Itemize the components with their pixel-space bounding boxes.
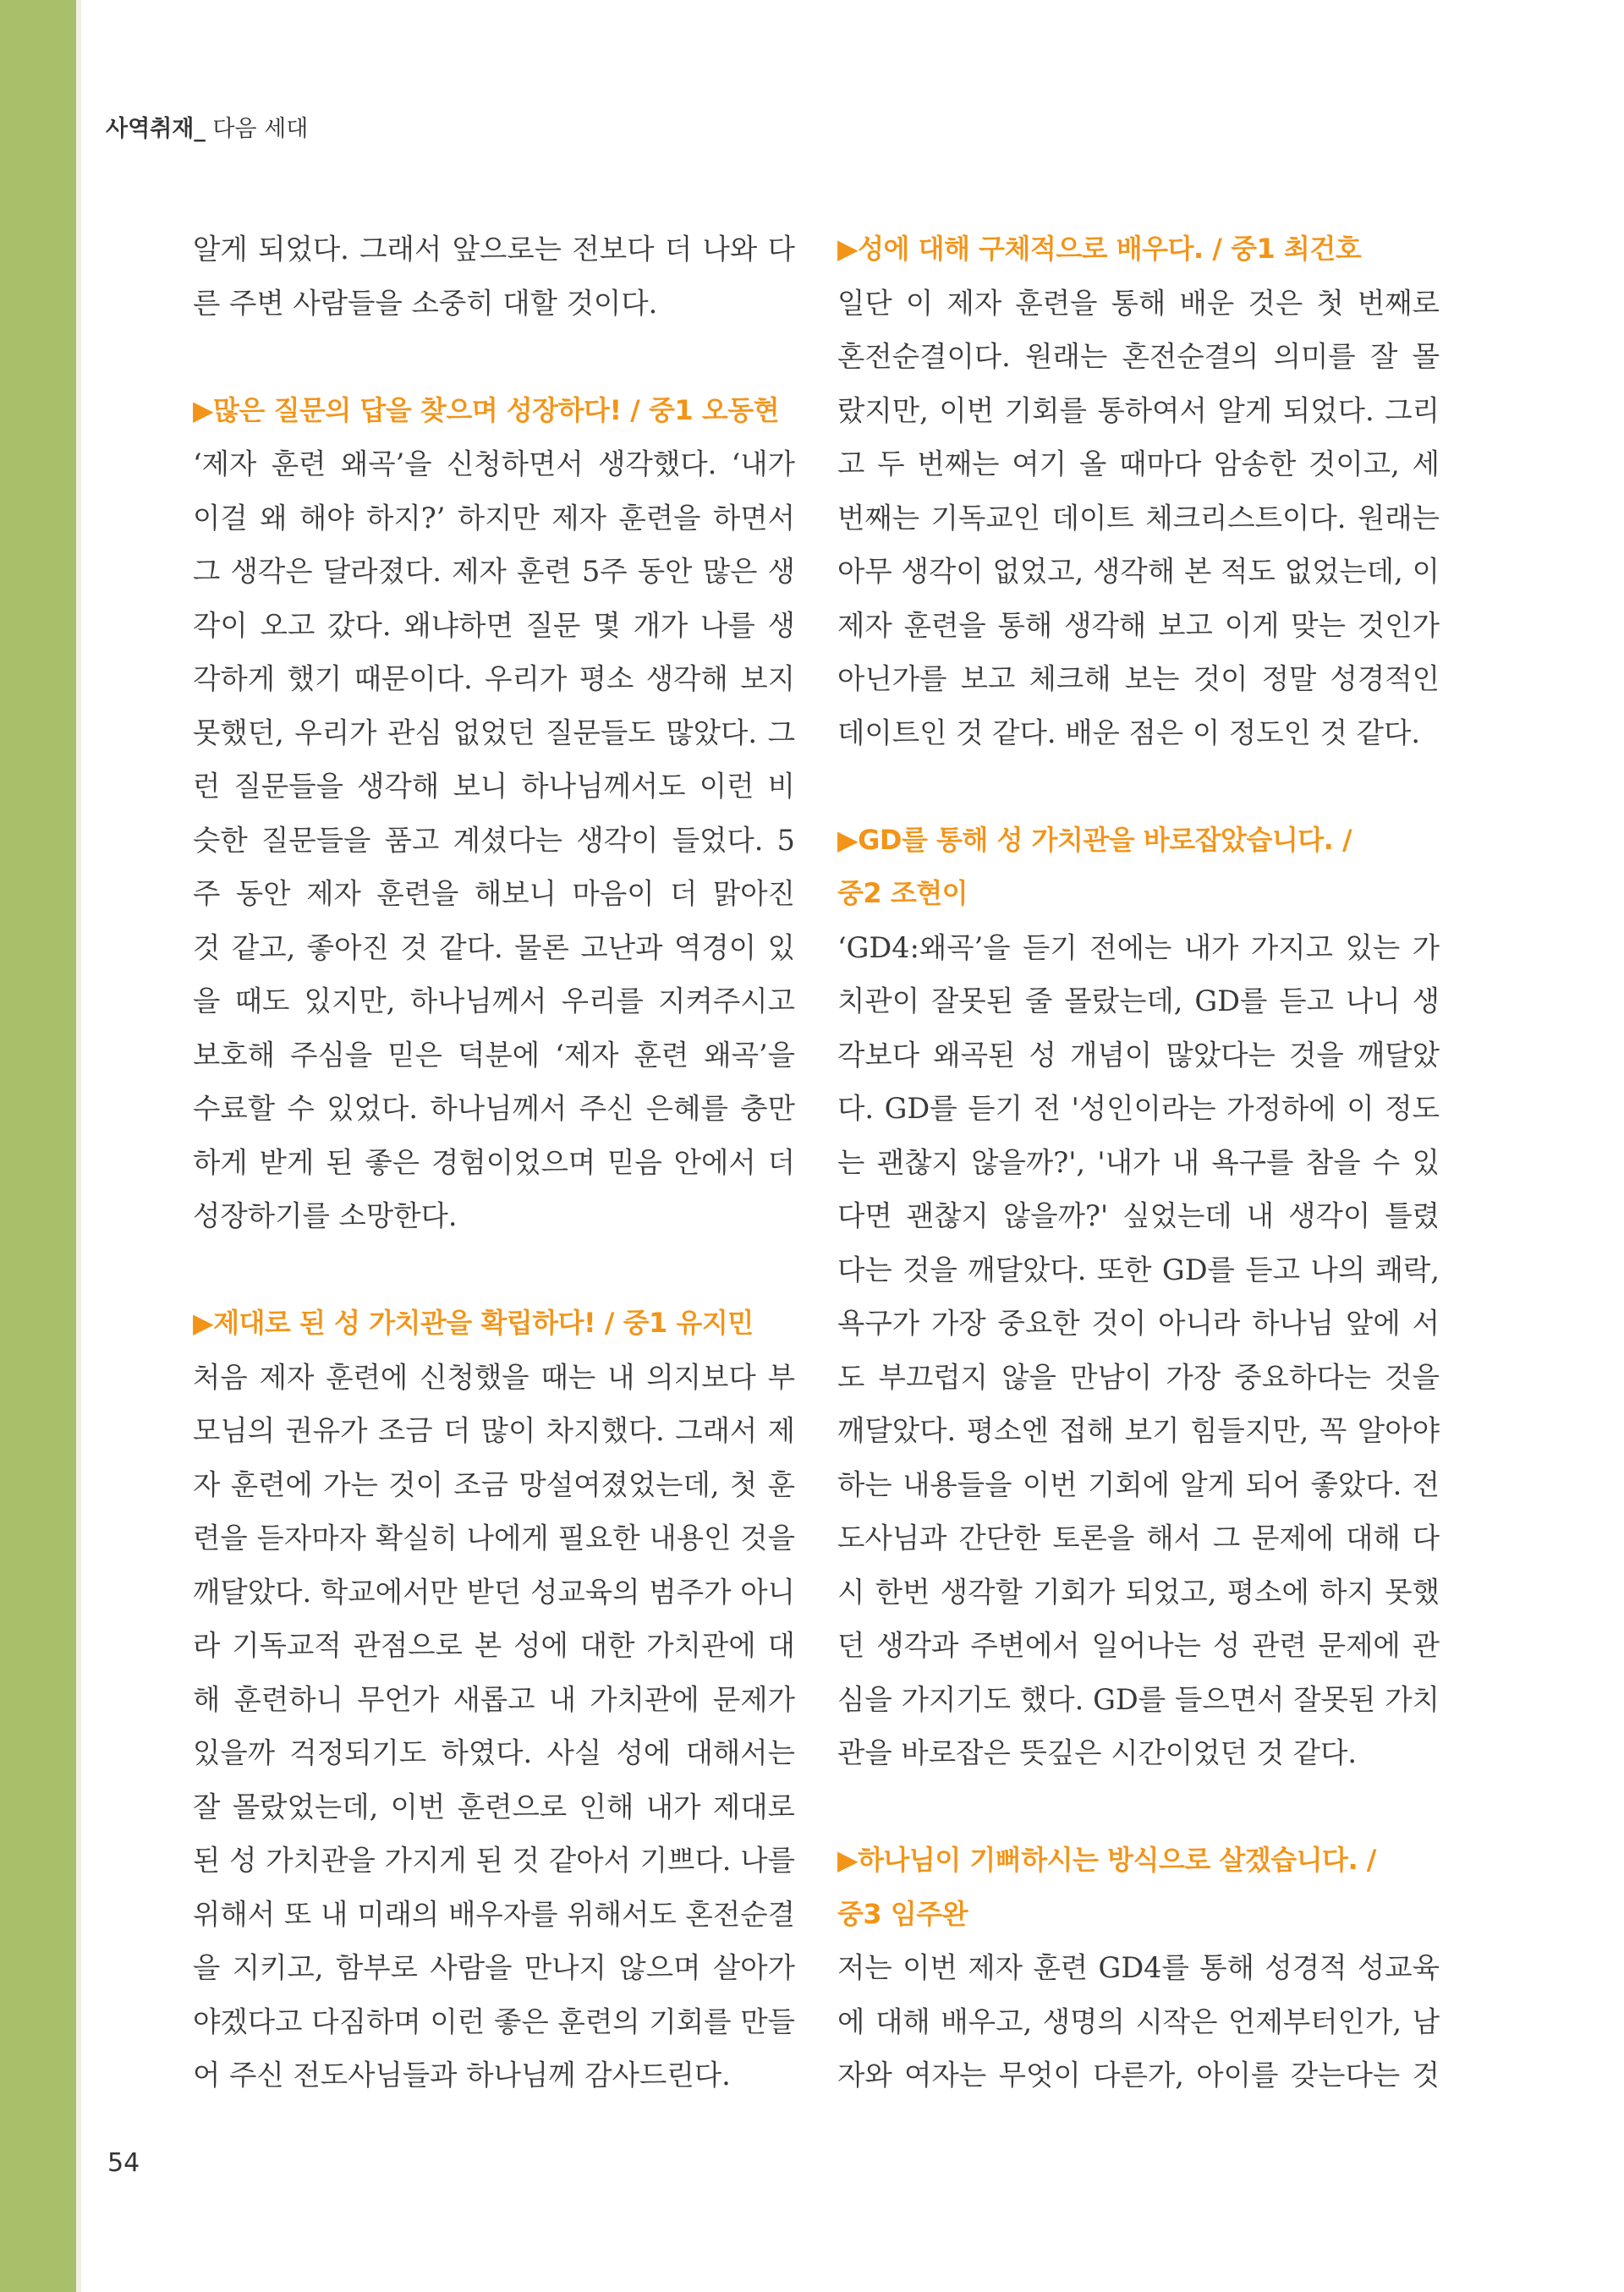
section-heading: ▶성에 대해 구체적으로 배우다. / 중1 최건호	[837, 233, 1362, 265]
text-line: 라 기독교적 관점으로 본 성에 대한 가치관에 대	[193, 1629, 795, 1662]
text-line: 제자 훈련을 통해 생각해 보고 이게 맞는 것인가	[837, 608, 1440, 642]
text-line: 모님의 권유가 조금 더 많이 차지했다. 그래서 제	[193, 1414, 795, 1447]
text-line: 잘 몰랐었는데, 이번 훈련으로 인해 내가 제대로	[193, 1790, 795, 1823]
text-line: 보호해 주심을 믿은 덕분에 ‘제자 훈련 왜곡’을	[193, 1038, 795, 1072]
paragraph-last-line: 른 주변 사람들을 소중히 대할 것이다.	[193, 286, 658, 320]
paragraph-last-line: 데이트인 것 같다. 배운 점은 이 정도인 것 같다.	[837, 716, 1420, 749]
text-line: 하는 내용들을 이번 기회에 알게 되어 좋았다. 전	[837, 1467, 1440, 1501]
paragraph-last-line: 성장하기를 소망한다.	[193, 1199, 458, 1232]
text-line: 그 생각은 달라졌다. 제자 훈련 5주 동안 많은 생	[193, 555, 795, 588]
text-line: 해 훈련하니 무언가 새롭고 내 가치관에 문제가	[193, 1682, 795, 1716]
text-line: 련을 듣자마자 확실히 나에게 필요한 내용인 것을	[193, 1522, 795, 1555]
text-line: 는 괜찮지 않을까?', '내가 내 욕구를 참을 수 있	[837, 1145, 1440, 1179]
text-line: 저는 이번 제자 훈련 GD4를 통해 성경적 성교육	[837, 1951, 1440, 1984]
text-line: 치관이 잘못된 줄 몰랐는데, GD를 듣고 나니 생	[837, 984, 1440, 1017]
left-bar-edge	[76, 0, 81, 2292]
left-text-column	[193, 222, 795, 2103]
text-line: 혼전순결이다. 원래는 혼전순결의 의미를 잘 몰	[837, 340, 1440, 373]
text-line: 하게 받게 된 좋은 경험이었으며 믿음 안에서 더	[193, 1145, 795, 1179]
text-line: 알게 되었다. 그래서 앞으로는 전보다 더 나와 다	[193, 233, 795, 266]
text-line: 욕구가 가장 중요한 것이 아니라 하나님 앞에 서	[837, 1307, 1440, 1340]
right-text-column	[837, 222, 1440, 2103]
text-line: 각이 오고 갔다. 왜냐하면 질문 몇 개가 나를 생	[193, 608, 795, 642]
text-line: 을 지키고, 함부로 사람을 만나지 않으며 살아가	[193, 1951, 795, 1984]
section-heading: ▶제대로 된 성 가치관을 확립하다! / 중1 유지민	[193, 1307, 754, 1339]
text-line: 아무 생각이 없었고, 생각해 본 적도 없었는데, 이	[837, 555, 1440, 588]
text-line: 못했던, 우리가 관심 없었던 질문들도 많았다. 그	[193, 716, 795, 749]
text-line: ‘제자 훈련 왜곡’을 신청하면서 생각했다. ‘내가	[193, 447, 795, 480]
text-line: 다면 괜찮지 않을까?' 싶었는데 내 생각이 틀렸	[837, 1199, 1440, 1232]
paragraph-gap	[193, 1243, 795, 1297]
section-heading: ▶많은 질문의 답을 찾으며 성장하다! / 중1 오동현	[193, 393, 780, 426]
paragraph-last-line: 어 주신 전도사님들과 하나님께 감사드린다.	[193, 2059, 731, 2092]
text-line: 야겠다고 다짐하며 이런 좋은 훈련의 기회를 만들	[193, 2004, 795, 2038]
text-line: 다. GD를 듣기 전 '성인이라는 가정하에 이 정도	[837, 1092, 1440, 1125]
text-line: 것 같고, 좋아진 것 같다. 물론 고난과 역경이 있	[193, 930, 795, 964]
text-line: 자와 여자는 무엇이 다른가, 아이를 갖는다는 것	[837, 2059, 1440, 2092]
left-color-bar	[0, 0, 76, 2292]
text-line: 있을까 걱정되기도 하였다. 사실 성에 대해서는	[193, 1736, 795, 1769]
text-line: 시 한번 생각할 기회가 되었고, 평소에 하지 못했	[837, 1575, 1440, 1609]
text-line: 고 두 번째는 여기 올 때마다 암송한 것이고, 세	[837, 447, 1440, 480]
text-line: 일단 이 제자 훈련을 통해 배운 것은 첫 번째로	[837, 286, 1440, 320]
text-line: 된 성 가치관을 가지게 된 것 같아서 기쁘다. 나를	[193, 1844, 795, 1877]
text-line: 번째는 기독교인 데이트 체크리스트이다. 원래는	[837, 501, 1440, 535]
paragraph-gap	[837, 759, 1440, 814]
section-heading: ▶GD를 통해 성 가치관을 바로잡았습니다. /	[837, 823, 1352, 856]
text-line: 도사님과 간단한 토론을 해서 그 문제에 대해 다	[837, 1522, 1440, 1555]
text-line: 에 대해 배우고, 생명의 시작은 언제부터인가, 남	[837, 2004, 1440, 2038]
text-line: 아닌가를 보고 체크해 보는 것이 정말 성경적인	[837, 662, 1440, 695]
text-line: 심을 가지기도 했다. GD를 들으면서 잘못된 가치	[837, 1682, 1440, 1716]
section-heading: 중2 조현이	[837, 877, 968, 909]
text-line: 위해서 또 내 미래의 배우자를 위해서도 혼전순결	[193, 1897, 795, 1931]
paragraph-gap	[193, 330, 795, 384]
text-line: 깨달았다. 평소엔 접해 보기 힘들지만, 꼭 알아야	[837, 1414, 1440, 1447]
text-line: 각보다 왜곡된 성 개념이 많았다는 것을 깨달았	[837, 1038, 1440, 1072]
section-heading: ▶하나님이 기뻐하시는 방식으로 살겠습니다. /	[837, 1844, 1376, 1876]
text-line: 각하게 했기 때문이다. 우리가 평소 생각해 보지	[193, 662, 795, 695]
text-line: 던 생각과 주변에서 일어나는 성 관련 문제에 관	[837, 1629, 1440, 1662]
page-number: 54	[107, 2148, 140, 2178]
paragraph-gap	[837, 1780, 1440, 1834]
text-line: 런 질문들을 생각해 보니 하나님께서도 이런 비	[193, 770, 795, 803]
text-line: 주 동안 제자 훈련을 해보니 마음이 더 맑아진	[193, 877, 795, 910]
text-line: 수료할 수 있었다. 하나님께서 주신 은혜를 충만	[193, 1092, 795, 1125]
text-line: 처음 제자 훈련에 신청했을 때는 내 의지보다 부	[193, 1360, 795, 1394]
text-line: 자 훈련에 가는 것이 조금 망설여졌었는데, 첫 훈	[193, 1467, 795, 1501]
paragraph-last-line: 관을 바로잡은 뜻깊은 시간이었던 것 같다.	[837, 1736, 1358, 1769]
text-line: 슷한 질문들을 품고 계셨다는 생각이 들었다. 5	[193, 823, 795, 857]
section-heading: 중3 임주완	[837, 1897, 968, 1930]
header-subtitle: 다음 세대	[205, 116, 309, 142]
text-line: 도 부끄럽지 않을 만남이 가장 중요하다는 것을	[837, 1360, 1440, 1394]
text-line: ‘GD4:왜곡’을 듣기 전에는 내가 가지고 있는 가	[837, 930, 1440, 964]
running-header	[106, 110, 308, 143]
text-line: 을 때도 있지만, 하나님께서 우리를 지켜주시고	[193, 984, 795, 1017]
text-line: 이걸 왜 해야 하지?’ 하지만 제자 훈련을 하면서	[193, 501, 795, 535]
text-line: 랐지만, 이번 기회를 통하여서 알게 되었다. 그리	[837, 393, 1440, 427]
text-line: 깨달았다. 학교에서만 받던 성교육의 범주가 아니	[193, 1575, 795, 1609]
text-line: 다는 것을 깨달았다. 또한 GD를 듣고 나의 쾌락,	[837, 1253, 1440, 1286]
header-section: 사역취재_	[106, 116, 206, 142]
